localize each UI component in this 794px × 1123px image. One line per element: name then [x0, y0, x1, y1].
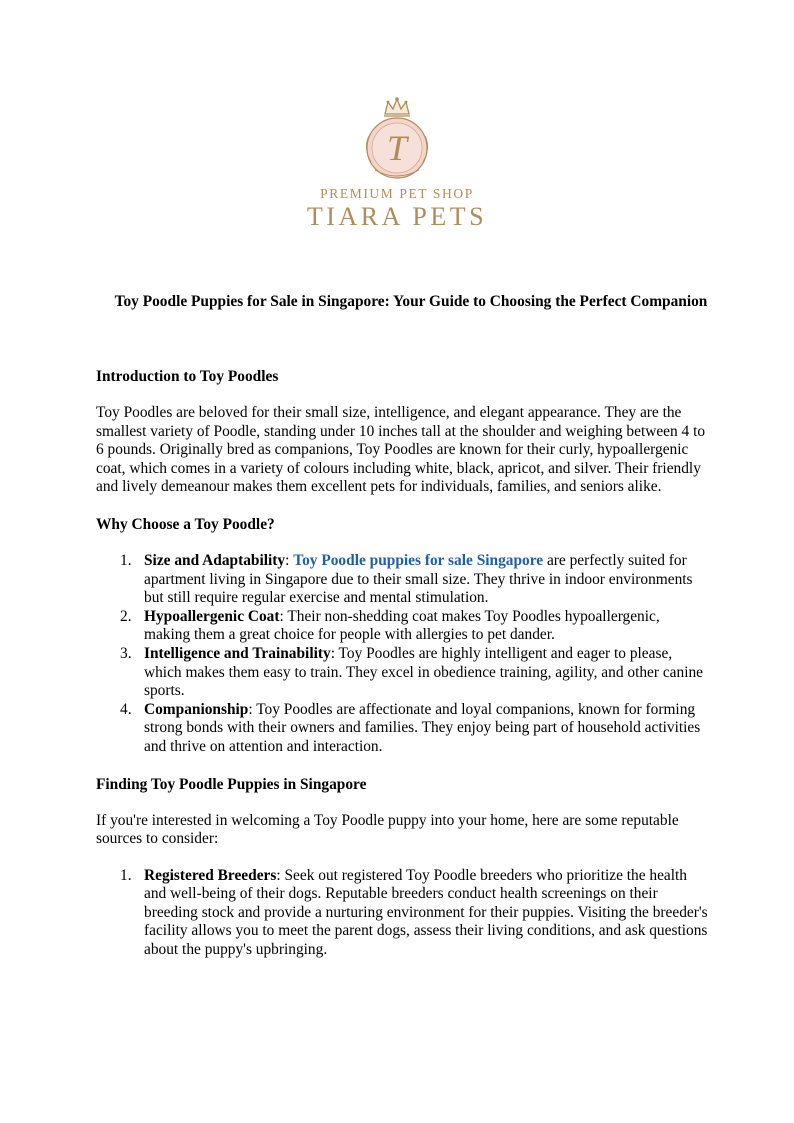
finding-heading: Finding Toy Poodle Puppies in Singapore [96, 775, 367, 793]
list-term: Registered Breeders [144, 866, 277, 884]
list-term: Size and Adaptability [144, 551, 286, 569]
list-text: : Seek out registered Toy Poodle breeders who prioritize the health and well-being of their dogs. Reputable breeders conduct health screenings on their breeding stock and provide a nurturing environment for their puppies. Visiting the breeder's facility allows you to meet the parent dogs, assess their living conditions, and ask questions about the puppy's upbringing. [144, 866, 708, 959]
list-number: 2. [120, 607, 132, 625]
finding-list [96, 867, 708, 960]
logo-subtitle: PREMIUM PET SHOP [320, 186, 474, 201]
brand-logo [0, 96, 794, 232]
list-separator: : [285, 551, 294, 569]
list-number: 1. [120, 866, 132, 884]
page-title: Toy Poodle Puppies for Sale in Singapore: Your Guide to Choosing the Perfect Companion [114, 293, 708, 310]
list-text: : Their non-shedding coat makes Toy Poodles hypoallergenic, making them a great choice for people with allergies to pet dander. [144, 607, 660, 644]
why-heading: Why Choose a Toy Poodle? [96, 515, 275, 533]
emblem-letter: T [386, 128, 408, 168]
toy-poodle-link[interactable]: Toy Poodle puppies for sale Singapore [293, 551, 544, 569]
list-item [96, 645, 708, 701]
article [96, 292, 708, 960]
list-text: are perfectly suited for apartment living in Singapore due to their small size. They thrive in indoor environments but still require regular exercise and mental stimulation. [144, 551, 693, 607]
list-term: Hypoallergenic Coat [144, 607, 280, 625]
intro-heading: Introduction to Toy Poodles [96, 368, 279, 385]
intro-paragraph: Toy Poodles are beloved for their small size, intelligence, and elegant appearance. They are the smallest variety of Poodle, standing under 10 inches tall at the shoulder and weighing between 4 to 6 pounds. Originally bred as companions, Toy Poodles are known for their curly, hypoallergenic coat, which comes in a variety of colours including white, black, apricot, and silver. Their friendly and lively demeanour makes them excellent pets for individuals, families, and seniors alike. [96, 404, 706, 496]
tiara-emblem-icon [347, 96, 447, 182]
list-text: : Toy Poodles are affectionate and loyal companions, known for forming strong bonds with their owners and families. They enjoy being part of household activities and thrive on attention and interaction. [144, 700, 701, 755]
list-number: 1. [120, 551, 132, 569]
logo-name: TIARA PETS [306, 202, 488, 231]
list-item [96, 701, 708, 757]
list-number: 4. [120, 700, 132, 718]
list-term: Companionship [144, 700, 249, 718]
list-item [96, 552, 708, 608]
list-item [96, 867, 708, 960]
list-text: : Toy Poodles are highly intelligent and eager to please, which makes them easy to train. They excel in obedience training, agility, and other canine sports. [144, 644, 703, 700]
list-item [96, 608, 708, 645]
finding-paragraph: If you're interested in welcoming a Toy Poodle puppy into your home, here are some reputable sources to consider: [96, 811, 679, 848]
list-number: 3. [120, 644, 132, 662]
why-list [96, 552, 708, 757]
list-term: Intelligence and Trainability [144, 644, 331, 662]
